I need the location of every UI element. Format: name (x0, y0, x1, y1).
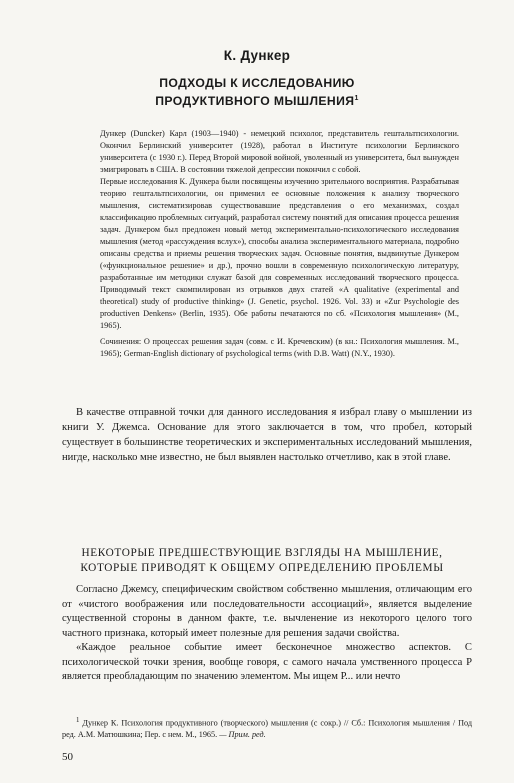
title-line-1: ПОДХОДЫ К ИССЛЕДОВАНИЮ (159, 76, 355, 90)
intro-works: Сочинения: О процессах решения задач (совм. с И. Кречевским) (в кн.: Психология мышления. М., 1965); German-English dictionary of psychological terms (with D.B. Watt) (N.Y., 1930). (100, 337, 459, 358)
footnote-editor-note: — Прим. ред. (219, 730, 266, 740)
intro-research: Первые исследования К. Дункера были посвящены изучению зрительного восприятия. Разрабатывая теорию гештальтпсихологии, он применил ее основные положения к анализу творческого мышления, систематизировав существовавшие представления о его механизмах, создал классификацию проблемных ситуаций, разработал систему понятий для описания процесса решения задач. Дункером был предложен новый метод экспериментально-психологического исследования мышления (метод «рассуждения вслух»), способы анализа экспериментального материала, подробно описаны средства и приемы решения творческих задач. Основные понятия, выдвинутые Дункером («функциональное решение» и др.), прочно вошли в современную психологическую литературу, разработанные им методики служат базой для современных исследований творческого процесса. Приводимый текст скомпилирован из отрывков двух статей «A qualitative (experimental and theoretical) study of productive thinking» (J. Genetic, psychol. 1926. Vol. 33) и «Zur Psychologie des productiven Denkens» (Berlin, 1935). Обе работы печатаются по сб. «Психология мышления» (М., 1965). (100, 177, 459, 330)
intro-biography: Дункер (Duncker) Карл (1903—1940) - немецкий психолог, представитель гештальтпсихологии. Окончил Берлинский университет (1928), работал в Институте психологии Берлинского университета (с 1930 г.). Перед Второй мировой войной, уволенный из университета, был вынужден эмигрировать в США. В состоянии тяжелой депрессии покончил с собой. (100, 129, 459, 174)
section-body (62, 583, 472, 685)
section-paragraph-2: «Каждое реальное событие имеет бесконечное множество аспектов. С психологической точки зрения, вообще говоря, с самого начала умственного процесса Р является преобладающим по значению элементом. Мы ищем Р... или нечто (62, 642, 472, 682)
main-text (62, 405, 472, 465)
title-line-2 (0, 91, 514, 109)
footnote (62, 715, 472, 741)
page-number: 50 (62, 751, 73, 763)
section-heading-line-2: КОТОРЫЕ ПРИВОДЯТ К ОБЩЕМУ ОПРЕДЕЛЕНИЮ ПРОБЛЕМЫ (80, 561, 444, 574)
footnote-text: Дункер К. Психология продуктивного (творческого) мышления (с сокр.) // Сб.: Психология мышления / Под ред. А.М. Матюшкина; Пер. с нем. М., 1965. (62, 718, 473, 740)
footnote-marker: 1 (76, 717, 80, 724)
title-line-2-text: ПРОДУКТИВНОГО МЫШЛЕНИЯ (155, 94, 355, 109)
author-introduction (100, 128, 459, 360)
title-footnote-marker: 1 (354, 95, 359, 102)
section-heading-line-1: НЕКОТОРЫЕ ПРЕДШЕСТВУЮЩИЕ ВЗГЛЯДЫ НА МЫШЛЕНИЕ, (81, 547, 443, 559)
section-heading (40, 546, 484, 575)
article-title (0, 76, 514, 109)
main-paragraph-1: В качестве отправной точки для данного исследования я избрал главу о мышлении из книги У. Джемса. Основание для этого заключается в том, что пробел, который существует в большинстве теоретических и экспериментальных исследований мышления, нигде, насколько мне известно, не был выявлен настолько отчетливо, как в этой главе. (62, 407, 472, 463)
section-paragraph-1: Согласно Джемсу, специфическим свойством собственно мышления, отличающим его от «чистого воображения или последовательности ассоциаций», является выделение существенной стороны в данном факте, т.е. вычленение из некоторого целого того частного признака, который имеет полезные для решения задачи свойства. (62, 584, 472, 639)
author-name: К. Дункер (223, 48, 291, 63)
